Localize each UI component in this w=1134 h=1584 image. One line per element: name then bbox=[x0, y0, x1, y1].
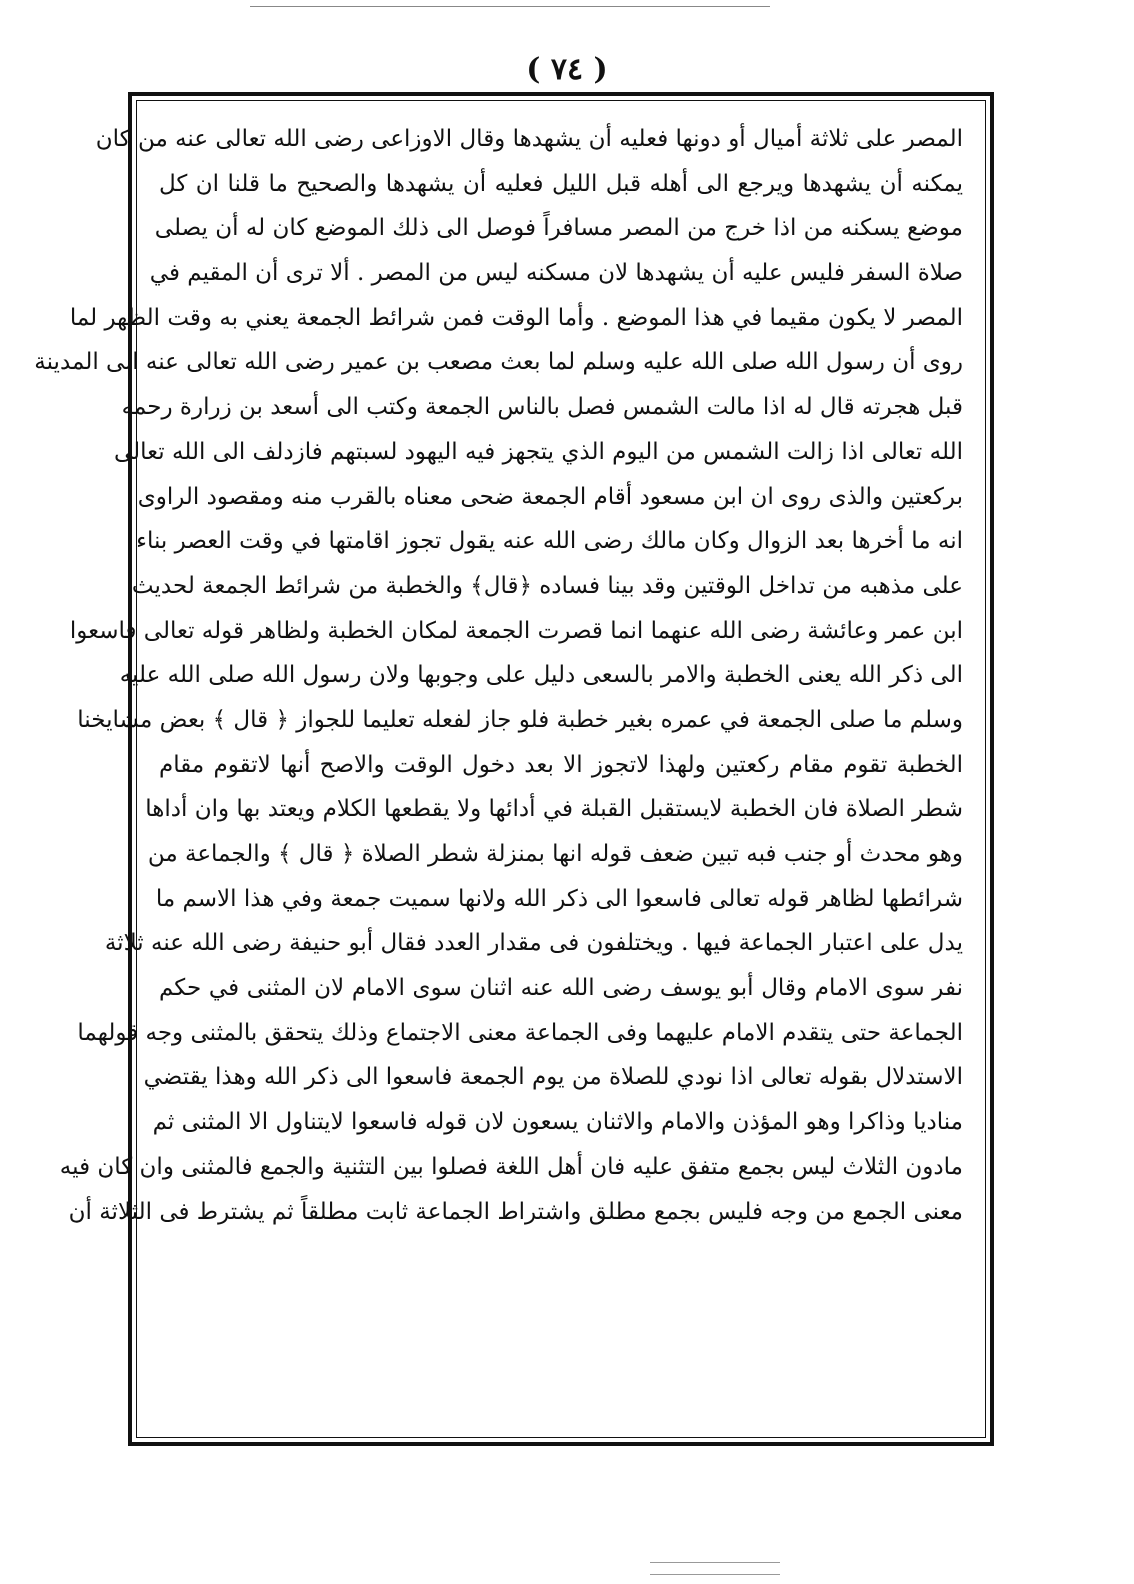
text-line: انه ما أخرها بعد الزوال وكان مالك رضى الله عنه يقول تجوز اقامتها في وقت العصر بناء bbox=[136, 528, 963, 555]
text-line: صلاة السفر فليس عليه أن يشهدها لان مسكنه ليس من المصر . ألا ترى أن المقيم في bbox=[149, 260, 963, 287]
text-line: ابن عمر وعائشة رضى الله عنهما انما قصرت الجمعة لمكان الخطبة ولظاهر قوله تعالى فاسعوا bbox=[69, 617, 963, 644]
text-line: وهو محدث أو جنب فبه تبين ضعف قوله انها بمنزلة شطر الصلاة ﴿ قال ﴾ والجماعة من bbox=[147, 841, 963, 867]
text-line: معنى الجمع من وجه فليس بجمع مطلق واشتراط الجماعة ثابت مطلقاً ثم يشترط فى الثلاثة أن bbox=[68, 1198, 963, 1225]
page-frame bbox=[34, 92, 994, 1446]
bottom-rule bbox=[650, 1562, 780, 1563]
text-line: الى ذكر الله يعنى الخطبة والامر بالسعى دليل على وجوبها ولان رسول الله صلى الله عليه bbox=[119, 662, 963, 689]
text-line: يدل على اعتبار الجماعة فيها . ويختلفون فى مقدار العدد فقال أبو حنيفة رضى الله عنه ثلاثة bbox=[104, 930, 963, 957]
text-line: قبل هجرته قال له اذا مالت الشمس فصل بالناس الجمعة وكتب الى أسعد بن زرارة رحمه bbox=[121, 394, 963, 421]
text-line: الجماعة حتى يتقدم الامام عليهما وفى الجماعة معنى الاجتماع وذلك يتحقق بالمثنى وجه قولهما bbox=[77, 1019, 963, 1046]
text-line: نفر سوى الامام وقال أبو يوسف رضى الله عنه اثنان سوى الامام لان المثنى في حكم bbox=[159, 975, 963, 1002]
page-frame-inner bbox=[34, 100, 986, 1438]
text-line: الله تعالى اذا زالت الشمس من اليوم الذي يتجهز فيه اليهود لسبتهم فازدلف الى الله تعالى bbox=[114, 438, 963, 465]
text-line: يمكنه أن يشهدها ويرجع الى أهله قبل الليل فعليه أن يشهدها والصحيح ما قلنا ان كل bbox=[159, 170, 963, 197]
text-line: موضع يسكنه من اذا خرج من المصر مسافراً فوصل الى ذلك الموضع كان له أن يصلى bbox=[154, 215, 963, 242]
body-text bbox=[34, 117, 963, 1234]
text-line: الخطبة تقوم مقام ركعتين ولهذا لاتجوز الا بعد دخول الوقت والاصح أنها لاتقوم مقام bbox=[159, 751, 963, 778]
text-line: شطر الصلاة فان الخطبة لايستقبل القبلة في أدائها ولا يقطعها الكلام ويعتد بها وان أداها bbox=[145, 796, 963, 823]
text-line: روى أن رسول الله صلى الله عليه وسلم لما بعث مصعب بن عمير رضى الله تعالى عنه الى المدينة bbox=[34, 349, 963, 376]
top-rule bbox=[250, 6, 770, 7]
bottom-rule-lower bbox=[650, 1574, 780, 1575]
text-line: مادون الثلاث ليس بجمع متفق عليه فان أهل اللغة فصلوا بين التثنية والجمع فالمثنى وان كان فيه bbox=[59, 1153, 963, 1180]
text-line: شرائطها لظاهر قوله تعالى فاسعوا الى ذكر الله ولانها سميت جمعة وفي هذا الاسم ما bbox=[155, 885, 963, 912]
page-number: ( ٧٤ ) bbox=[526, 52, 608, 87]
text-line: الاستدلال بقوله تعالى اذا نودي للصلاة من يوم الجمعة فاسعوا الى ذكر الله وهذا يقتضي bbox=[143, 1064, 963, 1091]
text-line: المصر لا يكون مقيما في هذا الموضع . وأما الوقت فمن شرائط الجمعة يعني به وقت الظهر لما bbox=[69, 304, 963, 331]
text-line: على مذهبه من تداخل الوقتين وقد بينا فساده ﴿قال﴾ والخطبة من شرائط الجمعة لحديث bbox=[131, 572, 963, 599]
text-line: مناديا وذاكرا وهو المؤذن والامام والاثنان يسعون لان قوله فاسعوا لايتناول الا المثنى ثم bbox=[152, 1109, 963, 1136]
text-line: المصر على ثلاثة أميال أو دونها فعليه أن يشهدها وقال الاوزاعى رضى الله تعالى عنه من كان bbox=[95, 126, 963, 152]
text-line: وسلم ما صلى الجمعة في عمره بغير خطبة فلو جاز لفعله تعليما للجواز ﴿ قال ﴾ بعض مشايخنا bbox=[77, 706, 963, 733]
text-line: بركعتين والذى روى ان ابن مسعود أقام الجمعة ضحى معناه بالقرب منه ومقصود الراوى bbox=[137, 483, 963, 510]
